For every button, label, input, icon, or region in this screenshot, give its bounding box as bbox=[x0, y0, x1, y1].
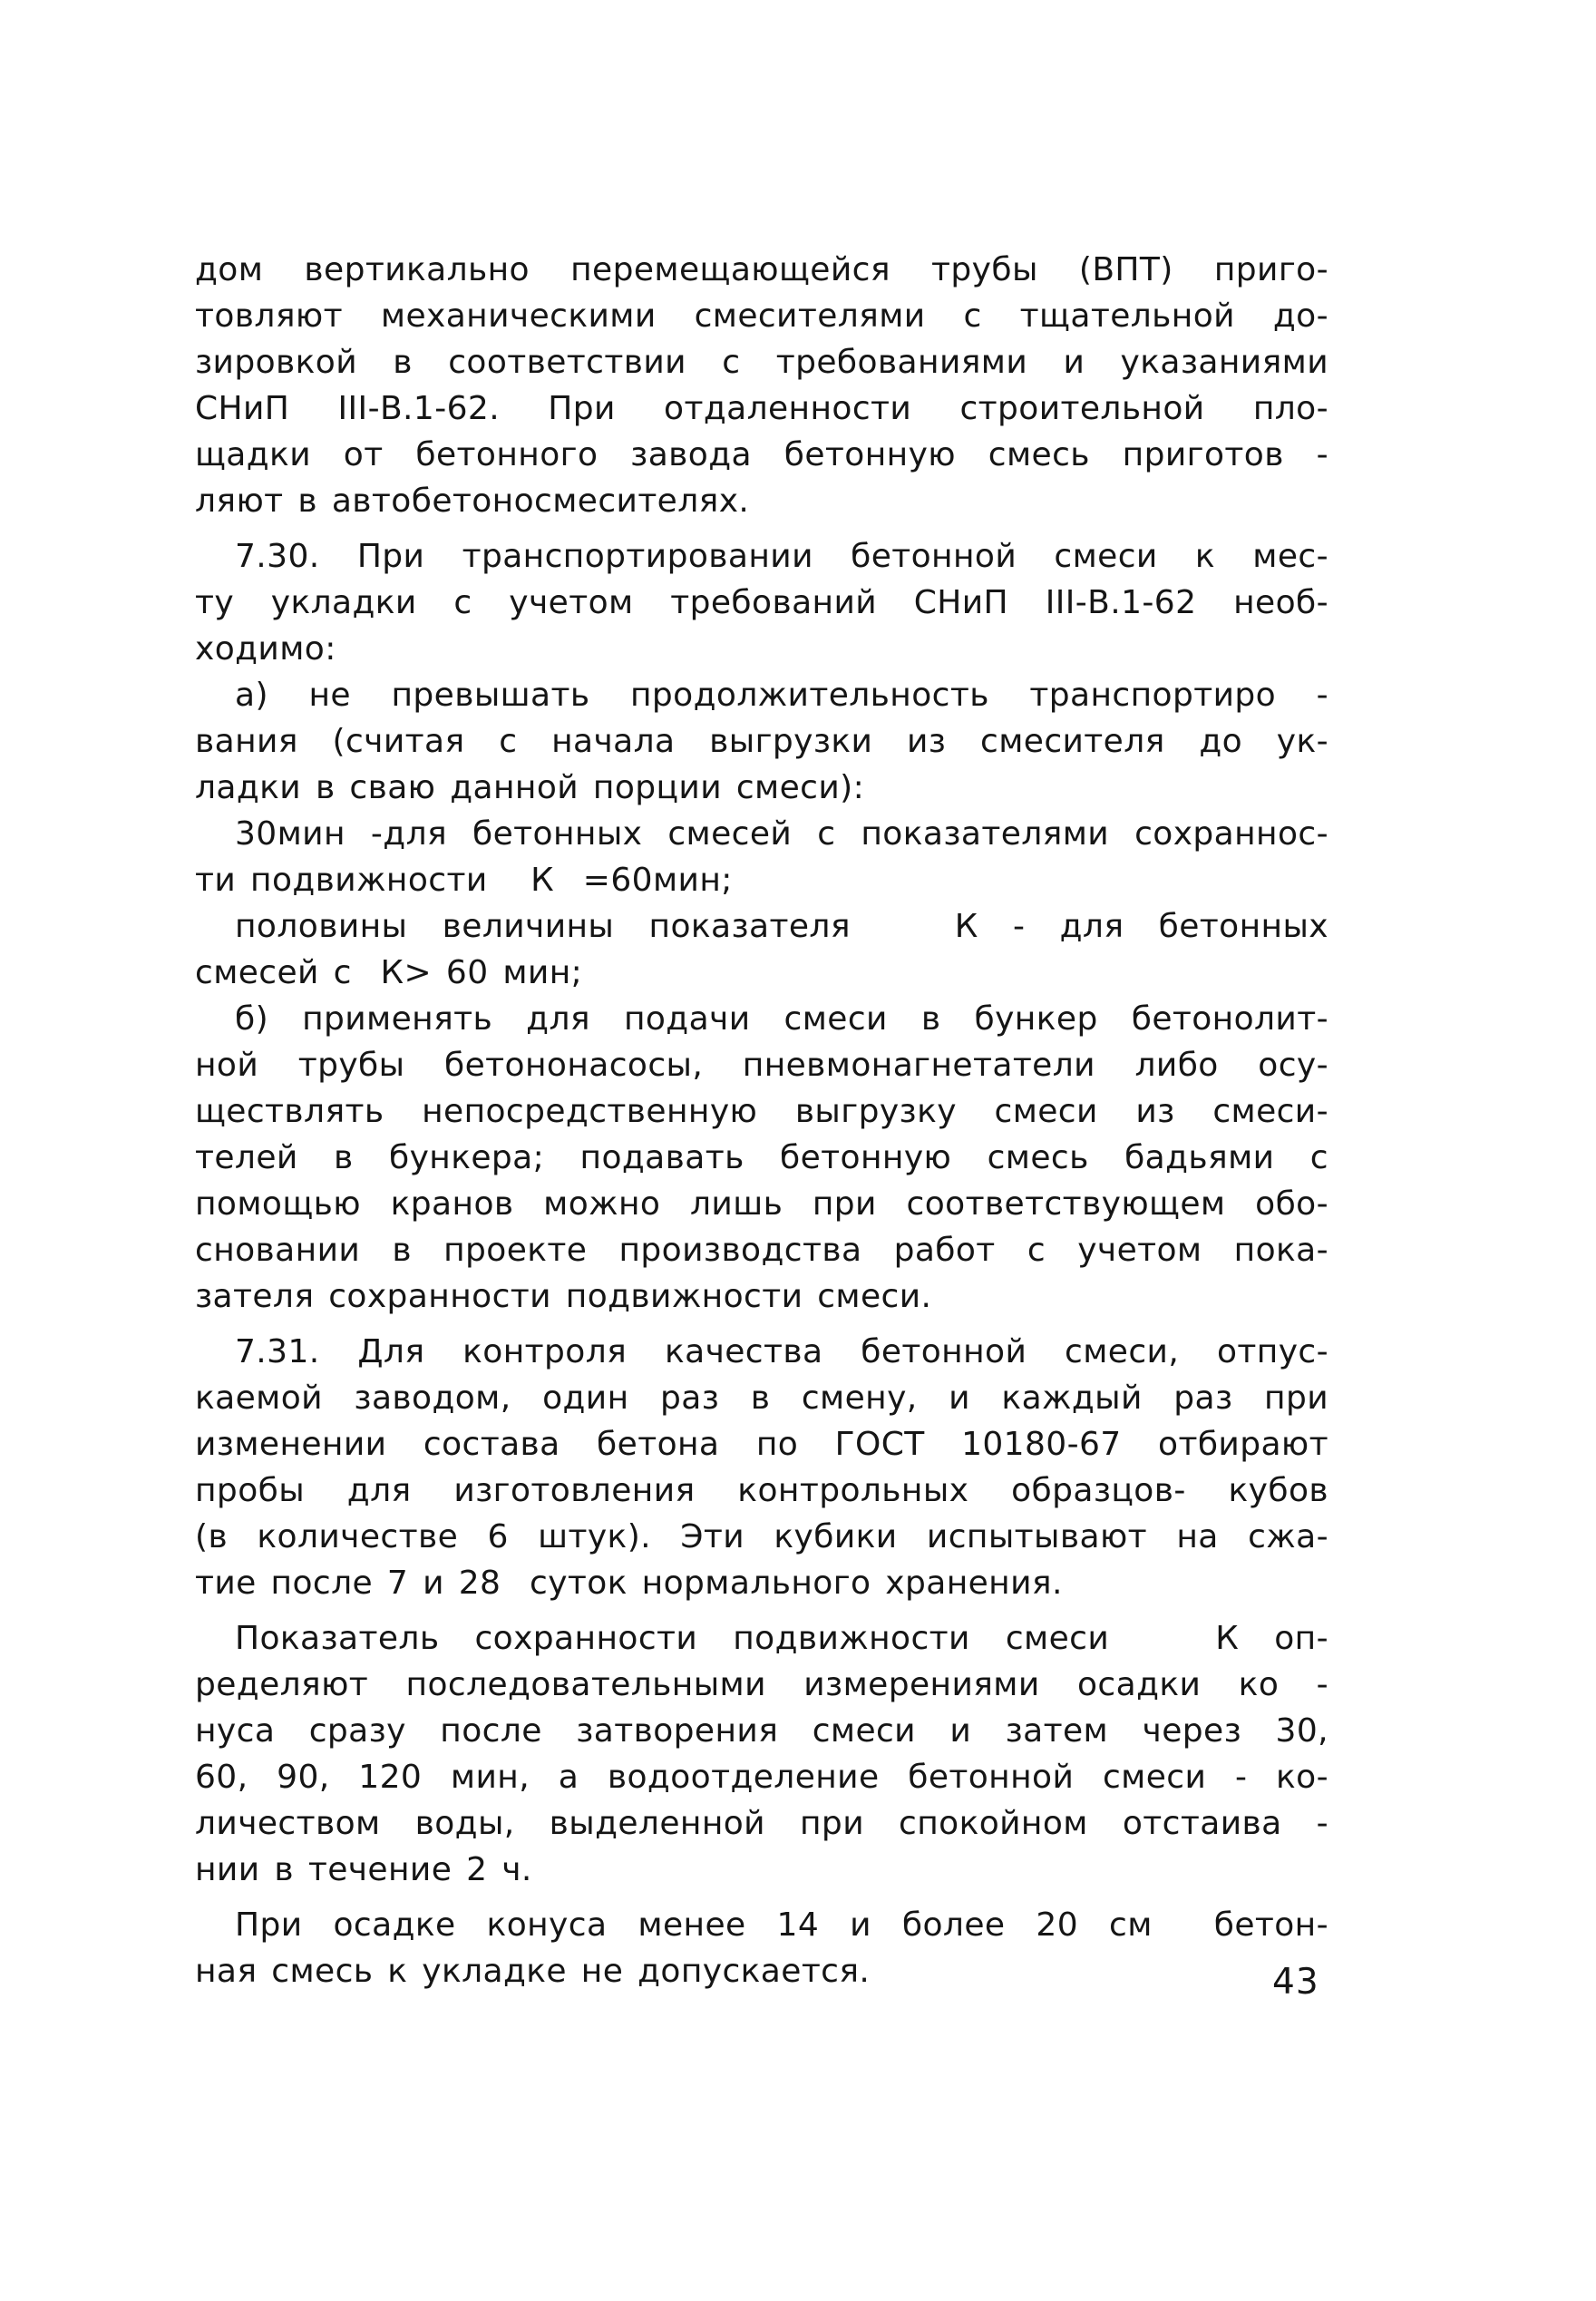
text-line-5: щадки от бетонного завода бетонную смесь приготов - bbox=[195, 436, 1328, 473]
indicator-paragraph-line-2: ределяют последовательными измерениями осадки ко - bbox=[195, 1666, 1328, 1703]
item-b-line-2: ной трубы бетононасосы, пневмонагнетатели либо осу- bbox=[195, 1047, 1328, 1084]
indicator-paragraph-line-5: личеством воды, выделенной при спокойном отстаива - bbox=[195, 1805, 1328, 1842]
text-line-4: СНиП ІІІ-В.1-62. При отдаленности строительной пло- bbox=[195, 390, 1328, 427]
paragraph-7-31-line-1: 7.31. Для контроля качества бетонной смеси, отпус- bbox=[235, 1333, 1328, 1370]
indicator-paragraph-line-6: нии в течение 2 ч. bbox=[195, 1851, 532, 1888]
item-a-line-2: вания (считая с начала выгрузки из смесителя до ук- bbox=[195, 723, 1328, 760]
paragraph-7-30-line-2: ту укладки с учетом требований СНиП ІІІ-В.1-62 необ- bbox=[195, 584, 1328, 621]
item-b-line-3: ществлять непосредственную выгрузку смеси из смеси- bbox=[195, 1093, 1328, 1130]
item-a-condition-line-4: смесей с К> 60 мин; bbox=[195, 954, 583, 991]
slump-paragraph-line-2: ная смесь к укладке не допускается. bbox=[195, 1953, 871, 1990]
paragraph-7-31-line-6: тие после 7 и 28 суток нормального хранения. bbox=[195, 1565, 1063, 1602]
indicator-paragraph-line-4: 60, 90, 120 мин, а водоотделение бетонной смеси - ко- bbox=[195, 1759, 1328, 1796]
page-number: 43 bbox=[1272, 1962, 1319, 2003]
item-b-line-4: телей в бункера; подавать бетонную смесь бадьями с bbox=[195, 1139, 1328, 1176]
item-a-condition-line-1: 30мин -для бетонных смесей с показателями сохраннос- bbox=[235, 815, 1328, 853]
slump-paragraph-line-1: При осадке конуса менее 14 и более 20 см бетон- bbox=[235, 1906, 1328, 1944]
text-line-3: зировкой в соответствии с требованиями и указаниями bbox=[195, 344, 1328, 381]
item-a-line-1: а) не превышать продолжительность транспортиро - bbox=[235, 677, 1328, 714]
paragraph-7-31-line-3: изменении состава бетона по ГОСТ 10180-67 отбирают bbox=[195, 1426, 1328, 1463]
text-line-1: дом вертикально перемещающейся трубы (ВПТ) приго- bbox=[195, 251, 1328, 288]
item-b-line-6: сновании в проекте производства работ с учетом пока- bbox=[195, 1232, 1328, 1269]
paragraph-7-30-line-1: 7.30. При транспортировании бетонной смеси к мес- bbox=[235, 538, 1328, 575]
item-b-line-5: помощью кранов можно лишь при соответствующем обо- bbox=[195, 1185, 1328, 1223]
paragraph-7-31-line-2: каемой заводом, один раз в смену, и каждый раз при bbox=[195, 1380, 1328, 1417]
item-b-line-7: зателя сохранности подвижности смеси. bbox=[195, 1278, 932, 1315]
text-line-2: товляют механическими смесителями с тщательной до- bbox=[195, 297, 1328, 335]
item-a-condition-line-3: половины величины показателя К - для бетонных bbox=[235, 908, 1328, 945]
item-b-line-1: б) применять для подачи смеси в бункер бетонолит- bbox=[235, 1000, 1328, 1038]
item-a-condition-line-2: ти подвижности К =60мин; bbox=[195, 862, 733, 899]
paragraph-7-30-line-3: ходимо: bbox=[195, 630, 336, 668]
body-text bbox=[195, 247, 1328, 1994]
indicator-paragraph-line-3: нуса сразу после затворения смеси и затем через 30, bbox=[195, 1712, 1328, 1750]
text-line-6: ляют в автобетоносмесителях. bbox=[195, 483, 750, 520]
item-a-line-3: ладки в сваю данной порции смеси): bbox=[195, 769, 865, 806]
paragraph-7-31-line-5: (в количестве 6 штук). Эти кубики испытывают на сжа- bbox=[195, 1518, 1328, 1555]
indicator-paragraph-line-1: Показатель сохранности подвижности смеси К оп- bbox=[235, 1620, 1328, 1657]
paragraph-7-31-line-4: пробы для изготовления контрольных образцов- кубов bbox=[195, 1472, 1328, 1509]
